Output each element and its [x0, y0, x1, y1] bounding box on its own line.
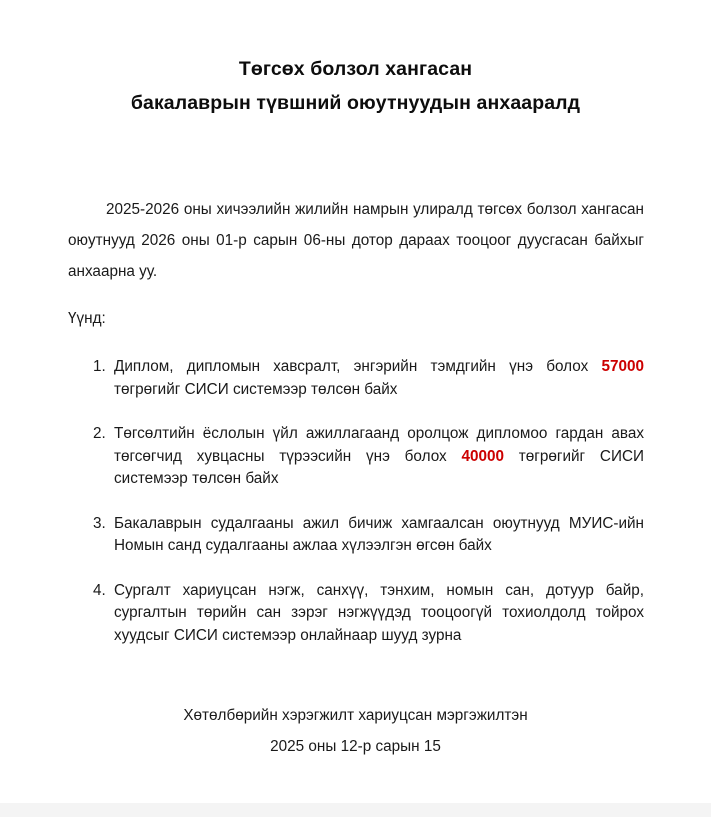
signature-date: 2025 оны 12-р сарын 15 [270, 738, 441, 755]
signature-author: Хөтөлбөрийн хэрэгжилт хариуцсан мэргэжилтэн [183, 707, 528, 724]
requirement-text-before: Төгсөлтийн ёслолын үйл ажиллагаанд оролцож дипломоо гардан авах төгсөгчид хувцасны түрээсийн үнэ болох [114, 425, 644, 465]
requirements-list [68, 356, 644, 647]
signature-block [0, 700, 711, 762]
requirement-text-before: Бакалаврын судалгааны ажил бичиж хамгаалсан оюутнууд МУИС-ийн Номын санд судалгааны ажлаа хүлээлгэн өгсөн байх [114, 514, 644, 554]
page-title-line-2: бакалаврын түвшний оюутнуудын анхааралд [130, 92, 581, 114]
requirement-text-after: төгрөгийг СИСИ системээр төлсөн байх [114, 447, 644, 487]
list-label: Үүнд: [68, 310, 106, 327]
requirement-amount: 40000 [461, 447, 504, 465]
requirement-text-before: Диплом, дипломын хавсралт, энгэрийн тэмдгийн үнэ болох [114, 358, 602, 375]
bottom-bar [0, 803, 711, 817]
requirement-text-after: төгрөгийг СИСИ системээр төлсөн байх [114, 380, 398, 398]
intro-paragraph: 2025-2026 оны хичээлийн жилийн намрын улиралд төгсөх болзол хангасан оюутнууд 2026 оны 01-р сарын 06-ны дотор дараах тооцоог дуусгасан байхыг анхаарна уу. [68, 201, 644, 280]
page-title [0, 52, 711, 120]
list-item [110, 356, 644, 401]
list-item [110, 580, 644, 648]
requirement-text-before: Сургалт хариуцсан нэгж, санхүү, тэнхим, номын сан, дотуур байр, сургалтын төрийн сан зэрэг нэгжүүдэд тооцоогүй тохиолдолд тойрох хуудсыг СИСИ системээр онлайнаар шууд зурна [114, 581, 644, 644]
list-item [110, 513, 644, 558]
page-title-line-1: Төгсөх болзол хангасан [238, 58, 473, 80]
document-body [68, 194, 644, 647]
list-item [110, 423, 644, 491]
requirement-amount: 57000 [601, 358, 644, 375]
